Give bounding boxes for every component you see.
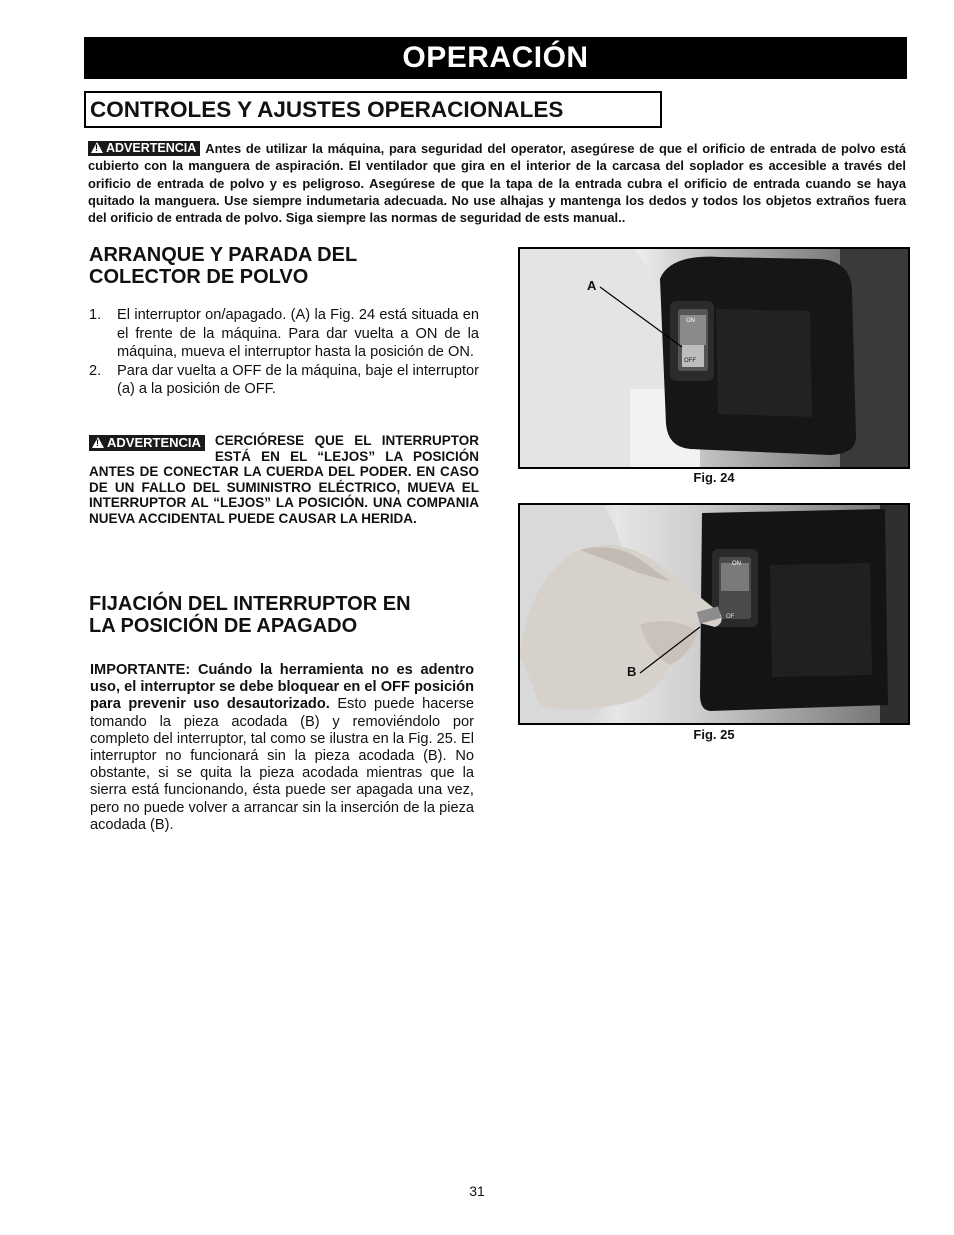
heading-arranque-line2: COLECTOR DE POLVO (89, 266, 309, 288)
switch-on-label: ON (732, 561, 741, 567)
section-title: CONTROLES Y AJUSTES OPERACIONALES (84, 91, 662, 128)
important-paragraph (90, 662, 474, 834)
warning-triangle-icon (91, 142, 103, 153)
step-text: Para dar vuelta a OFF de la máquina, baje el interruptor (a) a la posición de OFF. (117, 362, 479, 398)
heading-arranque (89, 244, 489, 288)
figure-24-caption: Fig. 24 (693, 470, 735, 485)
page-banner: OPERACIÓN (84, 37, 907, 79)
arranque-steps (89, 306, 479, 399)
figure-25-photo (518, 503, 910, 725)
switch-on-label: ON (686, 318, 695, 324)
figure-24-photo (518, 247, 910, 469)
warning-arranque-paragraph (89, 433, 479, 527)
step-number: 1. (89, 307, 102, 323)
list-item (89, 362, 479, 399)
warning-badge (89, 435, 205, 451)
page-number: 31 (469, 1183, 485, 1199)
figure-25-caption: Fig. 25 (693, 727, 735, 742)
step-text: El interruptor on/apagado. (A) la Fig. 24 está situada en el frente de la máquina. Para dar vuelta a ON de la máquina, mueva el interruptor hasta la posición de ON. (117, 307, 479, 361)
list-item (89, 306, 479, 362)
hand-removing-key-illustration (520, 505, 908, 723)
callout-b: B (627, 664, 637, 679)
heading-fijacion-line2: LA POSICIÓN DE APAGADO (89, 615, 358, 637)
heading-arranque-line1: ARRANQUE Y PARADA DEL (89, 244, 358, 266)
warning-badge-label: ADVERTENCIA (106, 141, 197, 155)
warning-top-text: Antes de utilizar la máquina, para seguridad del operator, asegúrese de que el orificio de entrada de polvo está cubierto con la manguera de aspiración. El ventilador que gira en el interior de la carcasa del soplador es accesible a través del orificio de entrada de polvo y es peligroso. Asegúrese de que la tapa de la entrada cubra el orificio de entrada cuando se haya quitado la manguera. Use siempre indumetaria adecuada. No use alhajas y mantenga los dedos y todos los objetos extraños fuera del orificio de entrada de polvo. Siga siempre las normas de seguridad de ests manual.. (88, 141, 906, 226)
warning-top-paragraph (88, 140, 906, 226)
important-bold-text: IMPORTANTE: Cuándo la herramienta no es adentro uso, el interruptor se debe bloquear en el OFF posición para prevenir uso desautorizado. (90, 662, 474, 713)
switch-off-label: OF (726, 614, 735, 620)
warning-badge (88, 141, 200, 156)
callout-a: A (587, 278, 597, 293)
step-number: 2. (89, 362, 102, 379)
heading-fijacion-line1: FIJACIÓN DEL INTERRUPTOR EN (89, 593, 411, 615)
switch-off-label: OFF (684, 358, 696, 364)
heading-fijacion (89, 593, 489, 637)
switch-box-illustration (520, 249, 908, 467)
warning-triangle-icon (92, 437, 104, 448)
warning-arranque-text: CERCIÓRESE QUE EL INTERRUPTOR ESTÁ EN EL “LEJOS” LA POSICIÓN ANTES DE CONECTAR LA CUERDA DEL PODER. EN CASO DE UN FALLO DEL SUMINISTRO ELÉCTRICO, MUEVA EL INTERRUPTOR AL “LEJOS” LA POSICIÓN. UNA COMPANIA NUEVA ACCIDENTAL PUEDE CAUSAR LA HERIDA. (89, 433, 479, 526)
warning-badge-label: ADVERTENCIA (107, 435, 201, 450)
important-body-text: Esto puede hacerse tomando la pieza acodada (B) y removiéndolo por completo del interruptor, tal como se ilustra en la Fig. 25. El interruptor no funcionará sin la pieza acodada (B). No obstante, si se quita la pieza acodada mientras que la sierra está funcionando, ésta puede ser apagada una vez, pero no puede volver a arrancar sin la inserción de la pieza acodada (B). (90, 696, 474, 833)
